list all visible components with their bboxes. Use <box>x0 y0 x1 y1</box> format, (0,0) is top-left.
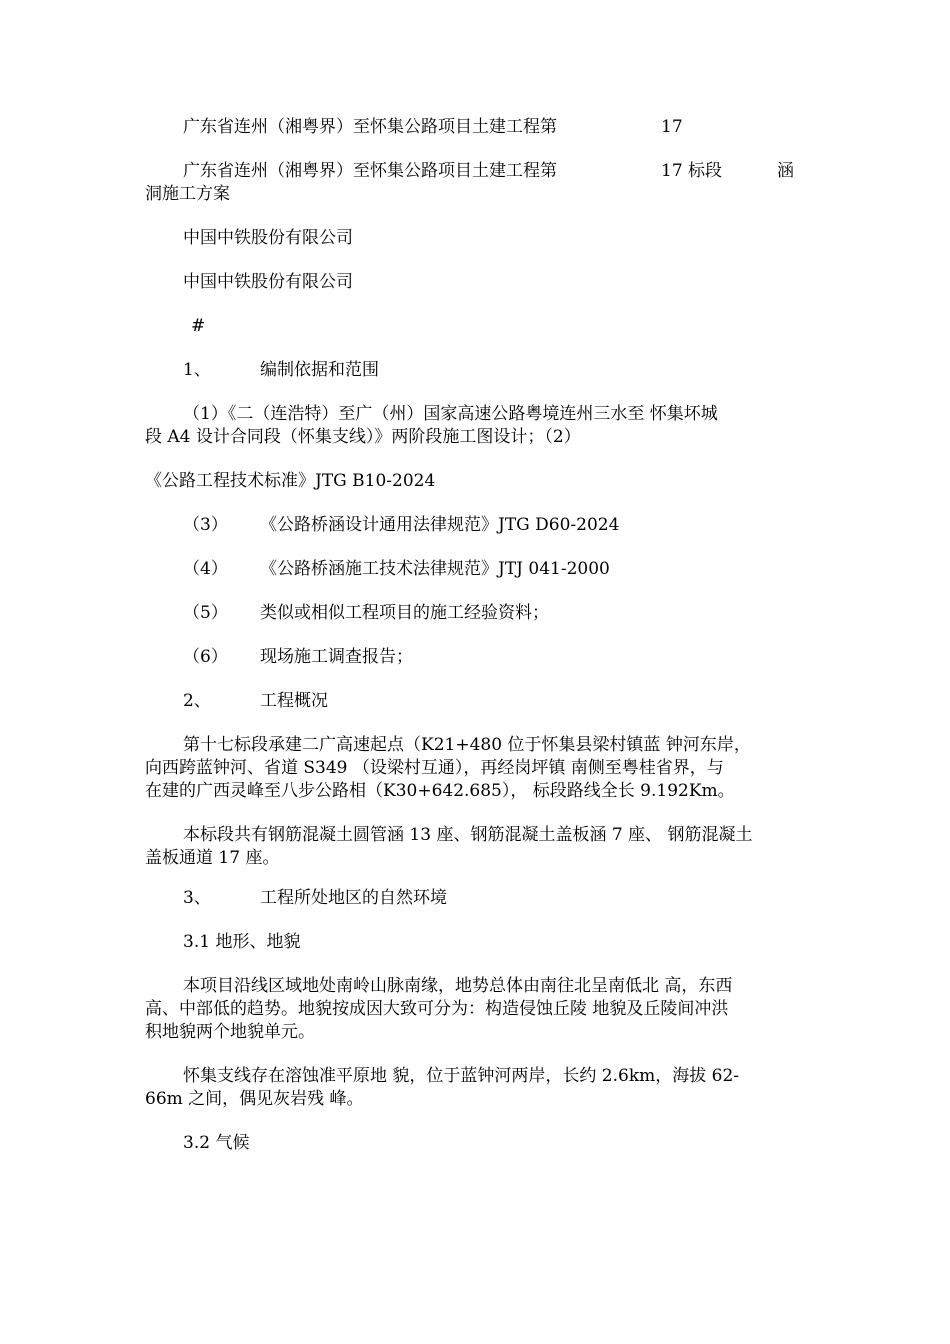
terrain-paragraph-1-line-2: 高、中部低的趋势。地貌按成因大致可分为：构造侵蚀丘陵 地貌及丘陵间冲洪 <box>145 999 729 1019</box>
company-name-2: 中国中铁股份有限公司 <box>183 272 353 292</box>
hash-mark: # <box>191 316 206 336</box>
title-line-2-wrap: 洞施工方案 <box>145 184 230 204</box>
section-1-heading <box>183 358 379 382</box>
overview-paragraph-2-line-1: 本标段共有钢筋混凝土圆管涵 13 座、钢筋混凝土盖板涵 7 座、 钢筋混凝土 <box>183 825 753 845</box>
subsection-3-2-heading: 3.2 气候 <box>183 1133 250 1153</box>
reference-1-line-1: （1）《二（连浩特）至广（州）国家高速公路粤境连州三水至 怀集坏城 <box>183 404 718 424</box>
reference-5 <box>183 601 549 625</box>
section-2-number: 2、 <box>183 691 211 711</box>
overview-paragraph-1-line-1: 第十七标段承建二广高速起点（K21+480 位于怀集县梁村镇蓝 钟河东岸， <box>183 735 751 755</box>
section-1-number: 1、 <box>183 360 211 380</box>
overview-paragraph-1-line-2: 向西跨蓝钟河、省道 S349 （设梁村互通），再经岗坪镇 南侧至粤桂省界，与 <box>145 758 724 778</box>
title-line-2-tail: 涵 <box>777 161 794 181</box>
reference-2: 《公路工程技术标准》JTG B10-2024 <box>145 471 436 491</box>
section-3-title: 工程所处地区的自然环境 <box>260 888 447 908</box>
reference-4 <box>183 557 610 581</box>
title-line-1 <box>183 115 683 139</box>
reference-6-number: （6） <box>183 647 228 667</box>
title-line-2-main: 广东省连州（湘粤界）至怀集公路项目土建工程第 <box>183 161 557 181</box>
title-line-1-main: 广东省连州（湘粤界）至怀集公路项目土建工程第 <box>183 117 557 137</box>
reference-5-number: （5） <box>183 603 228 623</box>
reference-3-text: 《公路桥涵设计通用法律规范》JTG D60-2024 <box>260 515 620 535</box>
company-name-1: 中国中铁股份有限公司 <box>183 228 353 248</box>
reference-1-line-2: 段 A4 设计合同段（怀集支线）》两阶段施工图设计；（2） <box>145 427 581 447</box>
title-line-2 <box>183 159 794 183</box>
terrain-paragraph-2-line-2: 66m 之间，偶见灰岩残 峰。 <box>145 1089 364 1109</box>
reference-3 <box>183 513 620 537</box>
reference-5-text: 类似或相似工程项目的施工经验资料； <box>260 603 549 623</box>
section-3-number: 3、 <box>183 888 211 908</box>
terrain-paragraph-1-line-1: 本项目沿线区域地处南岭山脉南缘，地势总体由南往北呈南低北 高，东西 <box>183 976 733 996</box>
reference-4-number: （4） <box>183 559 228 579</box>
reference-6-text: 现场施工调查报告； <box>260 647 413 667</box>
reference-4-text: 《公路桥涵施工技术法律规范》JTJ 041-2000 <box>260 559 610 579</box>
reference-3-number: （3） <box>183 515 228 535</box>
terrain-paragraph-2-line-1: 怀集支线存在溶蚀准平原地 貌，位于蓝钟河两岸，长约 2.6km，海拔 62- <box>183 1066 740 1086</box>
section-3-heading <box>183 886 447 910</box>
reference-6 <box>183 645 413 669</box>
overview-paragraph-1-line-3: 在建的广西灵峰至八步公路相（K30+642.685）， 标段路线全长 9.192Km。 <box>145 781 735 801</box>
overview-paragraph-2-line-2: 盖板通道 17 座。 <box>145 848 280 868</box>
title-line-1-num: 17 <box>661 117 683 137</box>
terrain-paragraph-1-line-3: 积地貌两个地貌单元。 <box>145 1022 315 1042</box>
title-line-2-num: 17 标段 <box>661 161 723 181</box>
section-2-heading <box>183 689 328 713</box>
section-1-title: 编制依据和范围 <box>260 360 379 380</box>
section-2-title: 工程概况 <box>260 691 328 711</box>
subsection-3-1-heading: 3.1 地形、地貌 <box>183 932 301 952</box>
